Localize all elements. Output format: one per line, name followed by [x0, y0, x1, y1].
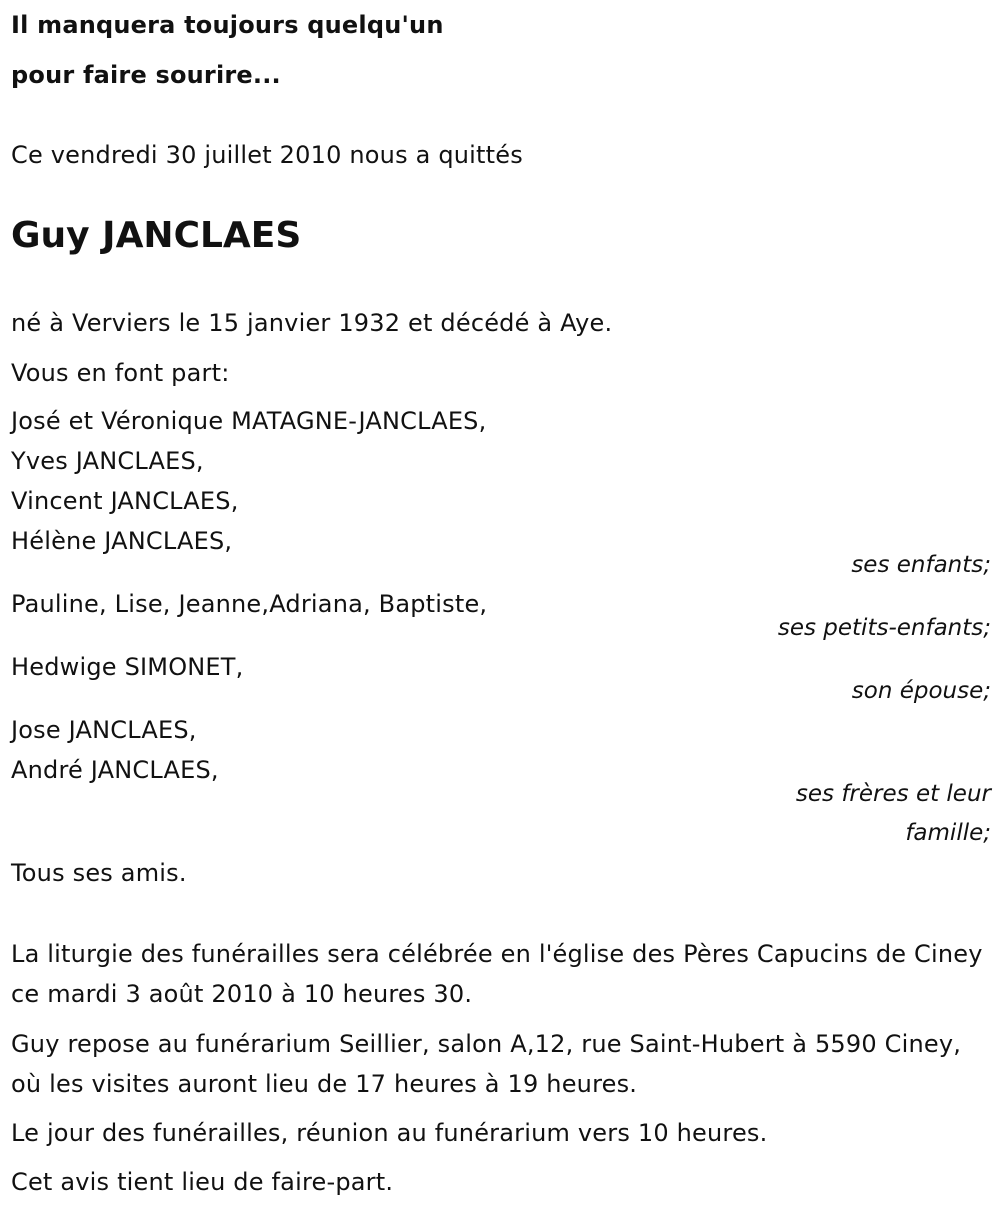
grandchildren-names: Pauline, Lise, Jeanne,Adriana, Baptiste, [11, 590, 488, 618]
birth-death-text: né à Verviers le 15 janvier 1932 et décédé à Aye. [11, 309, 613, 337]
sibling-name: André JANCLAES, [11, 756, 219, 784]
notice-text: Cet avis tient lieu de faire-part. [11, 1168, 394, 1196]
funeral-day-text: Le jour des funérailles, réunion au funérarium vers 10 heures. [11, 1119, 768, 1147]
children-role: ses enfants; [851, 552, 991, 578]
announce-text: Vous en font part: [11, 359, 230, 387]
epigraph-line-2: pour faire sourire... [11, 61, 281, 89]
spouse-name: Hedwige SIMONET, [11, 653, 244, 681]
liturgy-paragraph: La liturgie des funérailles sera célébrée en l'église des Pères Capucins de Ciney ce mardi 3 août 2010 à 10 heures 30. [11, 940, 983, 1008]
siblings-role-line-1: ses frères et leur [795, 781, 991, 807]
epigraph-line-1: Il manquera toujours quelqu'un [11, 11, 444, 39]
child-name: José et Véronique MATAGNE-JANCLAES, [11, 407, 487, 435]
friends-text: Tous ses amis. [11, 859, 187, 887]
rest-paragraph: Guy repose au funérarium Seillier, salon A,12, rue Saint-Hubert à 5590 Ciney, où les visites auront lieu de 17 heures à 19 heures. [11, 1030, 962, 1098]
child-name: Hélène JANCLAES, [11, 527, 233, 555]
intro-text: Ce vendredi 30 juillet 2010 nous a quittés [11, 141, 523, 169]
siblings-role-line-2: famille; [905, 820, 991, 846]
child-name: Vincent JANCLAES, [11, 487, 239, 515]
sibling-name: Jose JANCLAES, [11, 716, 197, 744]
grandchildren-role: ses petits-enfants; [777, 615, 991, 641]
child-name: Yves JANCLAES, [11, 447, 204, 475]
spouse-role: son épouse; [851, 678, 991, 704]
deceased-name: Guy JANCLAES [11, 215, 302, 256]
